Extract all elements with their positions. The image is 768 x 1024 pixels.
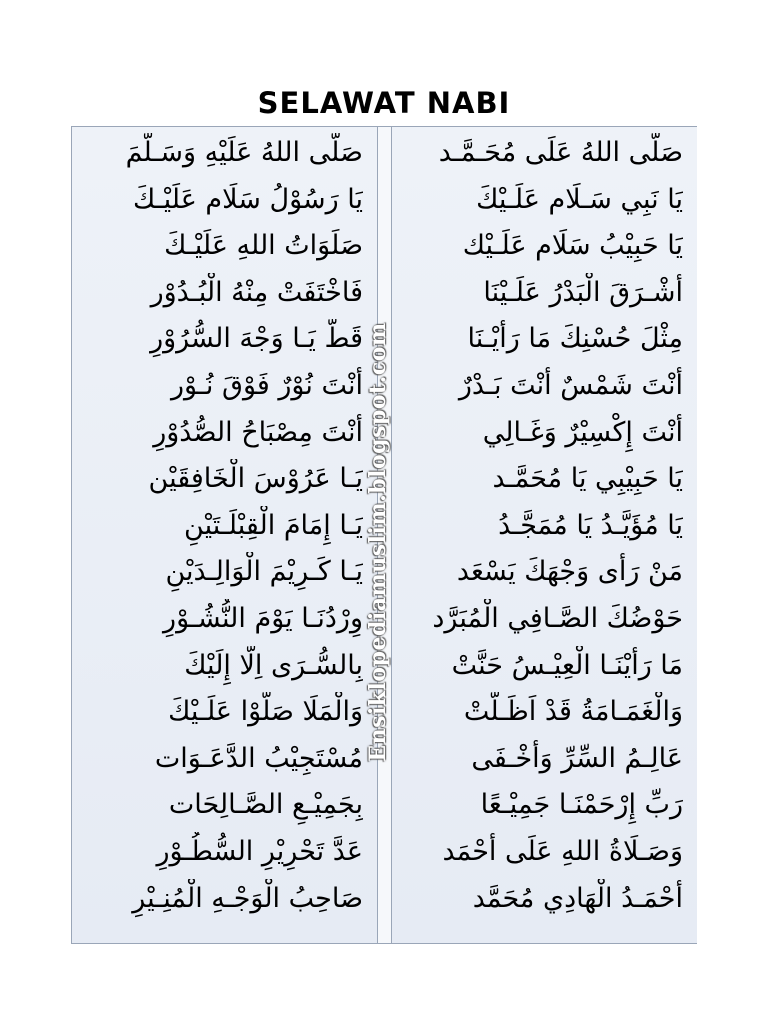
poem-line: عَالِـمُ السِّرِّ وَأَخْـفَى [471, 742, 683, 774]
poem-line: أَنْتَ مِصْبَاحُ الصُّدُوْرِ [153, 416, 363, 448]
poem-line: قَطُّ يَـا وَجْهَ السُّرُوْرِ [150, 323, 363, 355]
poem-line: مُسْتَجِيْبُ الدَّعَـوَات [154, 742, 363, 774]
poem-line: وَالْمَلَا صَلُّوْا عَلَـيْكَ [168, 696, 363, 728]
poem-line: يَـا كَـرِيْمَ الْوَالِـدَيْنِ [165, 556, 363, 588]
poem-line: صَلَّى اللهُ عَلَى مُحَـمَّـد [438, 137, 683, 168]
poem-line: صَاحِبُ الْوَجْـهِ الْمُنِـيْرِ [132, 882, 363, 914]
poem-line: يَا رَسُوْلُ سَلَام عَلَيْـكَ [132, 183, 363, 215]
poem-line: أَنْتَ شَمْسٌ أَنْتَ بَـدْرٌ [458, 370, 683, 401]
poem-line: بِالسُّـرَى اِلَّا إِلَيْكَ [184, 649, 363, 681]
poem-line: بِجَمِيْـعِ الصَّـالِحَات [168, 789, 363, 821]
poem-line: أَنْتَ نُوْرٌ فَوْقَ نُـوْر [171, 370, 363, 401]
poem-line: عَدَّ تَحْرِيْرِ السُّطُـوْرِ [156, 836, 363, 867]
poem-line: حَوْضُكَ الصَّـافِي الْمُبَرَّد [432, 603, 683, 634]
poem-line: وَالْغَمَـامَةُ قَدْ اَظَـلَّتْ [463, 696, 683, 728]
poem-line: صَلَّى اللهُ عَلَيْهِ وَسَـلَّمَ [125, 137, 363, 168]
poem-line: صَلَوَاتُ اللهِ عَلَيْـكَ [164, 230, 363, 262]
poem-line: رَبِّ إِرْحَمْنَـا جَمِيْـعًا [480, 789, 683, 821]
poem-line: يَـا إِمَامَ الْقِبْلَـتَيْنِ [184, 509, 363, 541]
poem-line: وِرْدُنَـا يَوْمَ النُّشُـوْرِ [163, 603, 363, 634]
poem-line: يَـا عَرُوْسَ الْخَافِقَيْن [148, 463, 363, 495]
right-column [391, 127, 697, 943]
poem-line: أَحْمَـدُ الْهَادِي مُحَمَّد [472, 882, 683, 914]
poem-line: يَا حَبِيْبِي يَا مُحَمَّـد [492, 463, 683, 495]
poem-line: يَا مُؤَيَّـدُ يَا مُمَجَّـدُ [498, 509, 683, 541]
watermark-text: Ensiklopediamuslim.blogspot.com [365, 322, 391, 762]
poem-line: وَصَـلَاةُ اللهِ عَلَى أَحْمَد [442, 836, 683, 867]
poem-line: يَا نَبِي سَـلَام عَلَـيْكَ [476, 183, 683, 215]
poem-line: أَنْتَ إِكْسِيْرٌ وَغَـالِي [482, 416, 683, 448]
page-title: SELAWAT NABI [257, 86, 511, 120]
left-column [72, 127, 378, 943]
poem-line: مَنْ رَأَى وَجْهَكَ يَسْعَد [456, 556, 683, 588]
poem-line: يَا حَبِيْبُ سَلَام عَلَـيْك [462, 230, 683, 262]
poem-line: أَشْـرَقَ الْبَدْرُ عَلَـيْنَا [483, 276, 683, 308]
poem-line: مِثْلَ حُسْنِكَ مَا رَأَيْـنَا [467, 323, 683, 355]
poem-line: مَا رَأَيْنَـا الْعِيْـسُ حَنَّتْ [451, 649, 683, 681]
poem-line: فَاخْتَفَتْ مِنْهُ الْبُـدُوْر [150, 276, 363, 308]
